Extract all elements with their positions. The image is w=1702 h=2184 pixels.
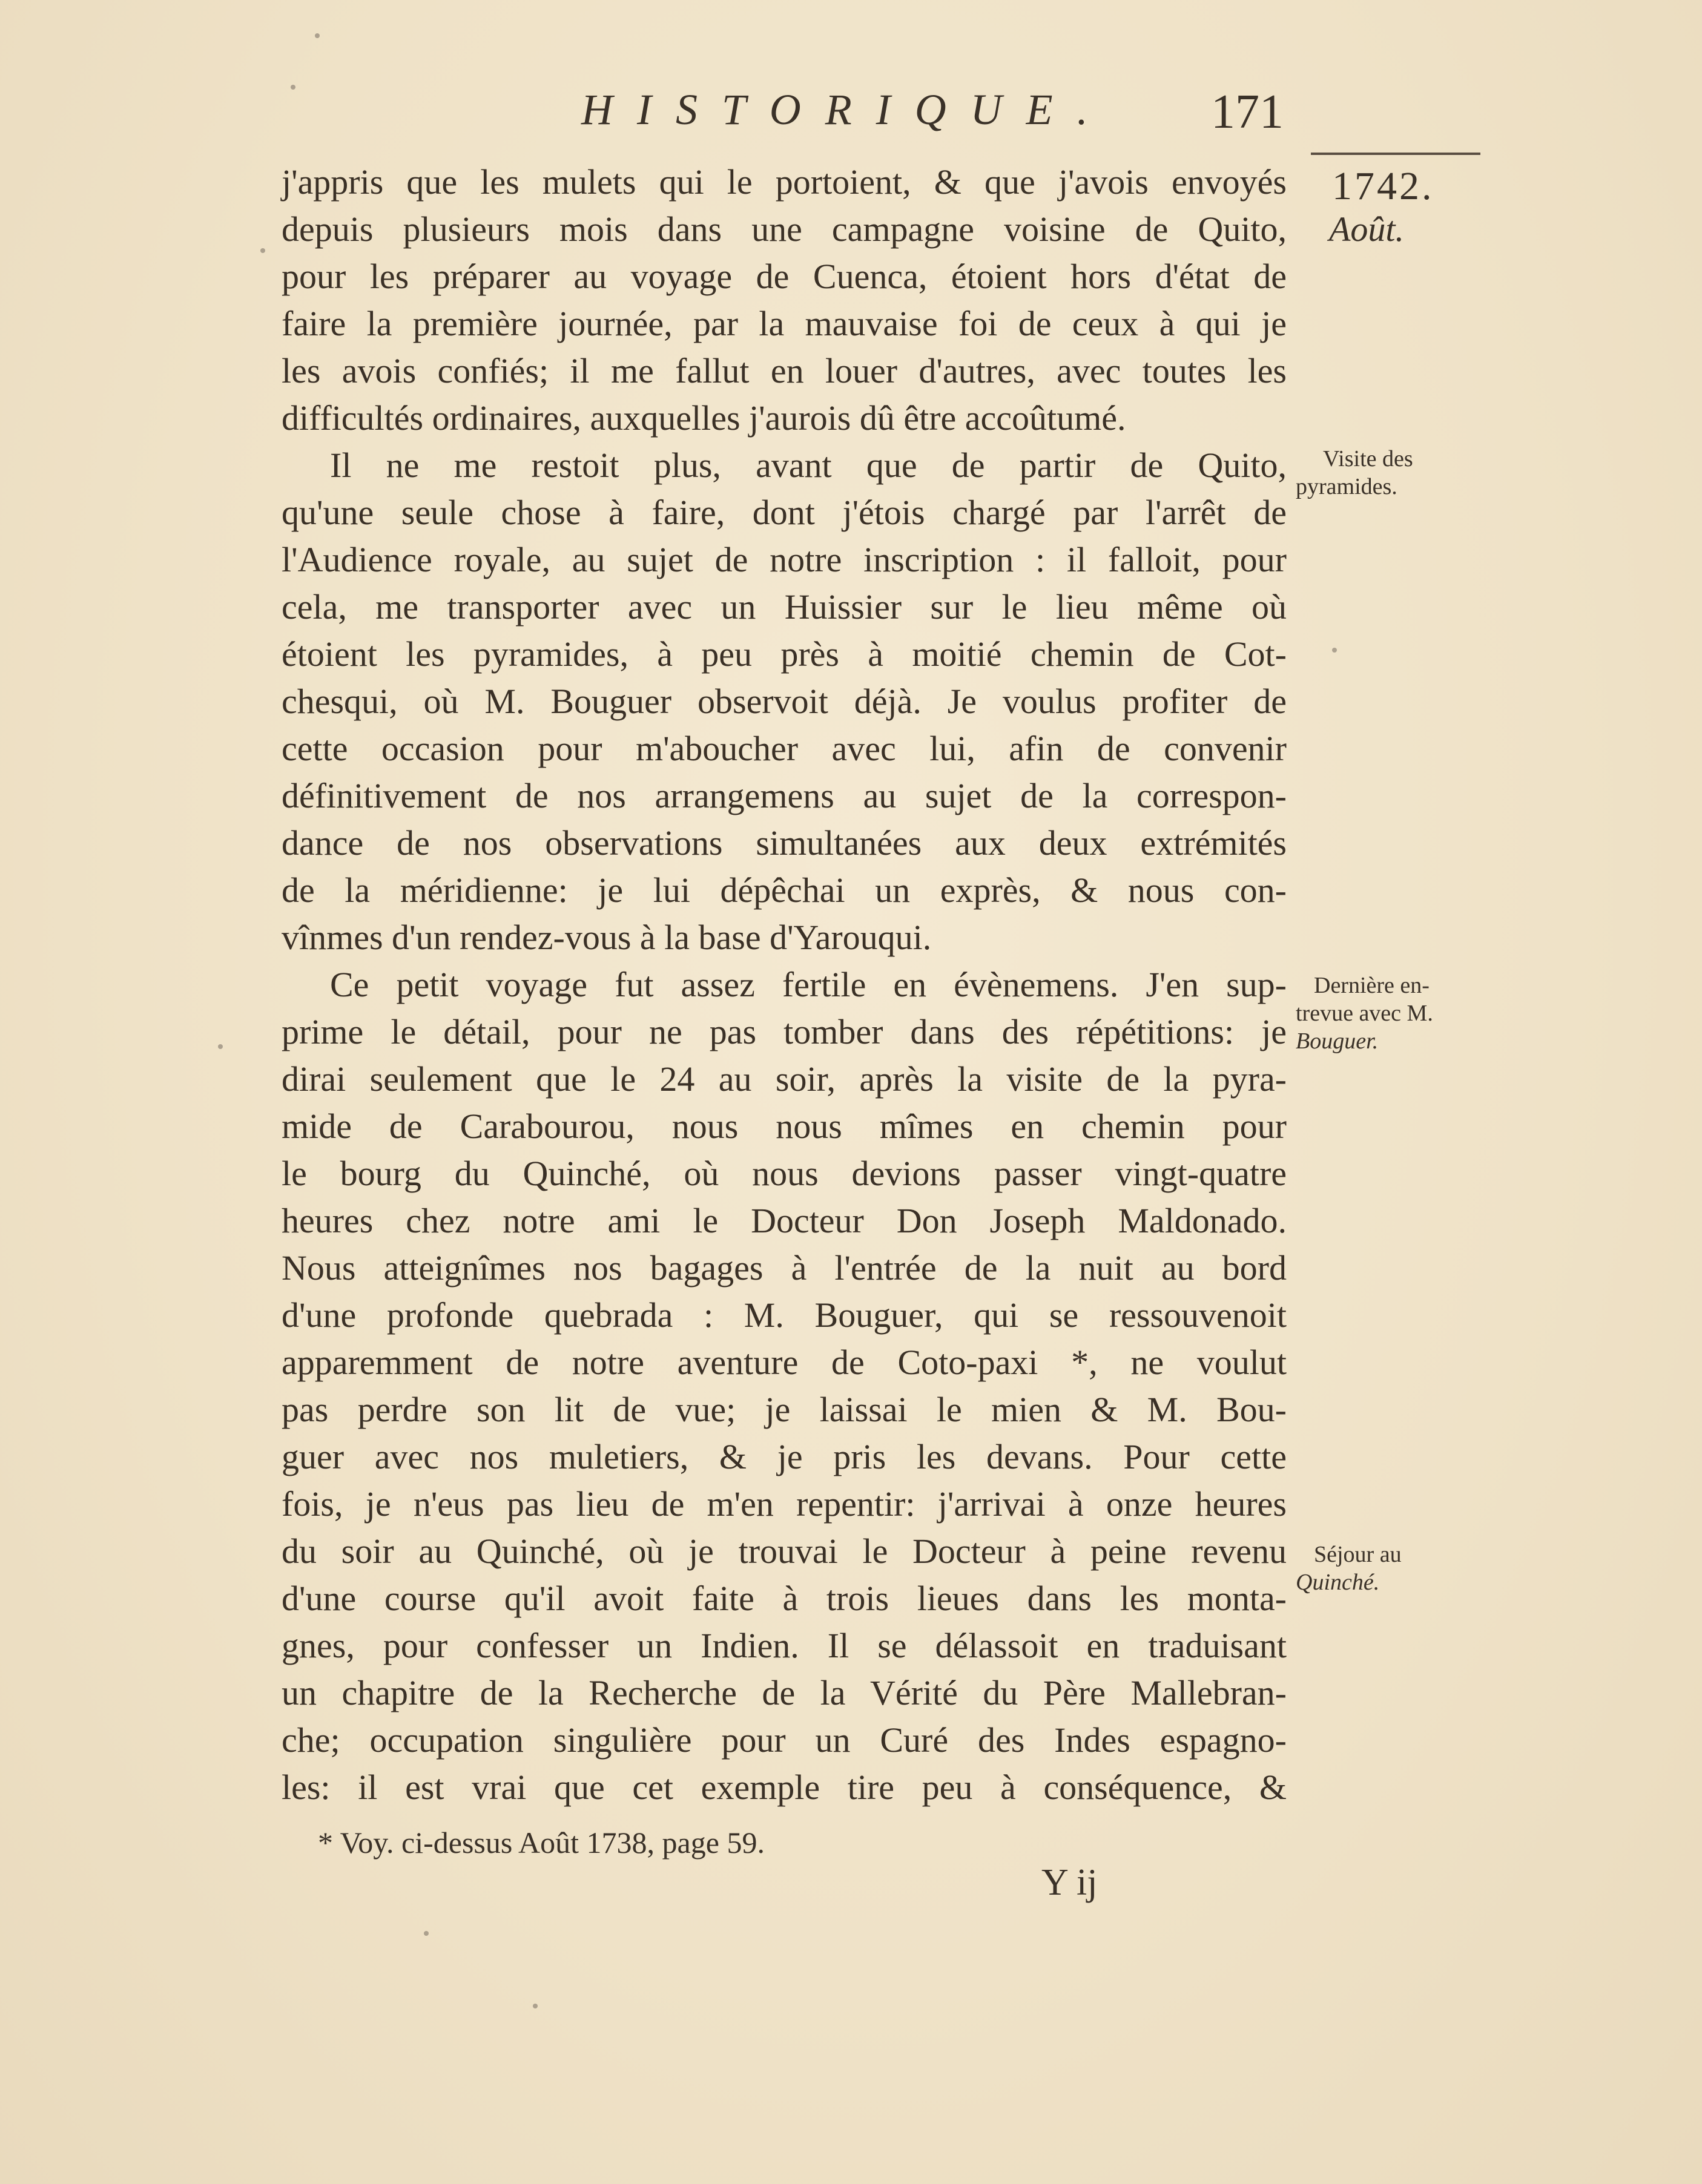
text-line: l'Audience royale, au sujet de notre inscription : il falloit, pour [282, 540, 1287, 579]
text-line: che; occupation singulière pour un Curé des Indes espagno- [282, 1720, 1287, 1760]
margin-note-line: Quinché. [1296, 1570, 1380, 1595]
text-line: les avois confiés; il me fallut en louer d'autres, avec toutes les [282, 351, 1287, 390]
margin-note-line: pyramides. [1296, 474, 1397, 499]
body-text [282, 159, 1287, 1811]
text-line: heures chez notre ami le Docteur Don Joseph Maldonado. [282, 1201, 1287, 1240]
margin-month: Août. [1329, 209, 1405, 249]
paper-speck [424, 1931, 429, 1936]
paper-speck [291, 85, 295, 90]
text-line: depuis plusieurs mois dans une campagne voisine de Quito, [282, 209, 1287, 249]
text-line: le bourg du Quinché, où nous devions passer vingt-quatre [282, 1154, 1287, 1193]
text-line: les: il est vrai que cet exemple tire peu à conséquence, & [282, 1768, 1287, 1807]
paper-speck [1332, 648, 1337, 653]
text-line: cette occasion pour m'aboucher avec lui, afin de convenir [282, 729, 1287, 768]
signature-mark: Y ij [1041, 1862, 1098, 1903]
margin-rule [1311, 153, 1480, 155]
text-line: chesqui, où M. Bouguer observoit déjà. Je voulus profiter de [282, 682, 1287, 721]
text-line: d'une profonde quebrada : M. Bouguer, qui se ressouvenoit [282, 1295, 1287, 1335]
text-line: définitivement de nos arrangemens au sujet de la correspon- [282, 776, 1287, 815]
margin-note-sejour [1296, 1541, 1496, 1596]
paper-speck [260, 248, 265, 253]
text-line: j'appris que les mulets qui le portoient, & que j'avois envoyés [282, 162, 1287, 202]
text-line: dance de nos observations simultanées aux deux extrémités [282, 823, 1287, 863]
margin-note-line: Visite des [1323, 446, 1413, 472]
text-line: Ce petit voyage fut assez fertile en évènemens. J'en sup- [330, 965, 1287, 1004]
paper-speck [533, 2004, 538, 2008]
text-line: pour les préparer au voyage de Cuenca, étoient hors d'état de [282, 257, 1287, 296]
paper-speck [218, 1044, 223, 1049]
margin-note-pyramides [1296, 445, 1496, 501]
text-line: du soir au Quinché, où je trouvai le Docteur à peine revenu [282, 1531, 1287, 1571]
running-title: HISTORIQUE. [581, 85, 1112, 134]
text-line: prime le détail, pour ne pas tomber dans des répétitions: je [282, 1012, 1287, 1051]
margin-note-line: Dernière en- [1314, 973, 1430, 998]
text-line: cela, me transporter avec un Huissier sur le lieu même où [282, 587, 1287, 627]
text-line: d'une course qu'il avoit faite à trois lieues dans les monta- [282, 1579, 1287, 1618]
text-line: apparemment de notre aventure de Coto-paxi *, ne voulut [282, 1343, 1287, 1382]
paper-speck [315, 33, 320, 38]
text-line: gnes, pour confesser un Indien. Il se délassoit en traduisant [282, 1626, 1287, 1665]
text-line: de la méridienne: je lui dépêchai un exprès, & nous con- [282, 870, 1287, 910]
text-line: fois, je n'eus pas lieu de m'en repentir: j'arrivai à onze heures [282, 1484, 1287, 1524]
text-line: étoient les pyramides, à peu près à moitié chemin de Cot- [282, 634, 1287, 674]
margin-note-entrevue [1296, 972, 1496, 1055]
text-line: qu'une seule chose à faire, dont j'étois chargé par l'arrêt de [282, 493, 1287, 532]
text-line: dirai seulement que le 24 au soir, après la visite de la pyra- [282, 1059, 1287, 1099]
margin-note-line: Bouguer. [1296, 1028, 1379, 1054]
margin-year: 1742. [1332, 164, 1434, 208]
text-line: faire la première journée, par la mauvaise foi de ceux à qui je [282, 304, 1287, 343]
page-number: 171 [1211, 85, 1284, 139]
text-line: un chapitre de la Recherche de la Vérité du Père Mallebran- [282, 1673, 1287, 1712]
footnote: * Voy. ci-dessus Août 1738, page 59. [318, 1826, 765, 1860]
text-line: Nous atteignîmes nos bagages à l'entrée de la nuit au bord [282, 1248, 1287, 1288]
margin-note-line: trevue avec M. [1296, 1001, 1433, 1026]
margin-note-line: Séjour au [1314, 1542, 1402, 1567]
text-line: guer avec nos muletiers, & je pris les devans. Pour cette [282, 1437, 1287, 1476]
text-line: vînmes d'un rendez-vous à la base d'Yarouqui. [282, 918, 932, 957]
text-line: mide de Carabourou, nous nous mîmes en chemin pour [282, 1107, 1287, 1146]
text-line: difficultés ordinaires, auxquelles j'aurois dû être accoûtumé. [282, 398, 1126, 438]
text-line: pas perdre son lit de vue; je laissai le mien & M. Bou- [282, 1390, 1287, 1429]
text-line: Il ne me restoit plus, avant que de partir de Quito, [330, 446, 1287, 485]
